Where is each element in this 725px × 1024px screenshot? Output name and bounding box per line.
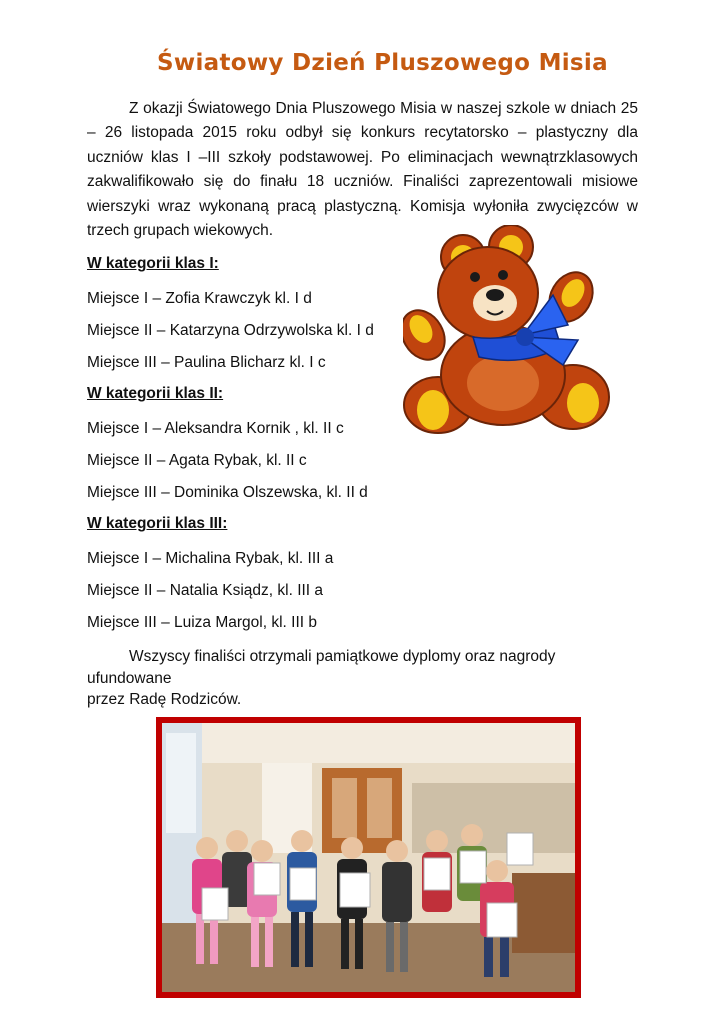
category-2-place-2: Miejsce II – Agata Rybak, kl. II c xyxy=(87,452,307,469)
teddy-bear-image xyxy=(403,225,615,445)
closing-line-2: ufundowane xyxy=(87,669,172,687)
category-3-place-2: Miejsce II – Natalia Ksiądz, kl. III a xyxy=(87,582,324,599)
group-photo xyxy=(162,723,575,992)
closing-paragraph xyxy=(87,646,647,711)
closing-line-1: Wszyscy finaliści otrzymali pamiątkowe dyplomy oraz nagrody xyxy=(129,648,556,665)
category-2-place-1: Miejsce I – Aleksandra Kornik , kl. II c xyxy=(87,420,344,437)
category-2-heading: W kategorii klas II: xyxy=(87,385,224,402)
category-1-place-1: Miejsce I – Zofia Krawczyk kl. I d xyxy=(87,290,312,307)
closing-line-3: przez Radę Rodziców. xyxy=(87,691,242,708)
category-3-heading: W kategorii klas III: xyxy=(87,515,228,532)
photo-frame xyxy=(156,717,581,998)
intro-paragraph: Z okazji Światowego Dnia Pluszowego Misia w naszej szkole w dniach 25 – 26 listopada 2015 roku odbył się konkurs recytatorsko – plastyczny dla uczniów klas I –III szkoły podstawowej. Po eliminacjach wewnątrzklasowych zakwalifikowało się do finału 18 uczniów. Finaliści zaprezentowali misiowe wierszyki wraz wykonaną pracą plastyczną. Komisja wyłoniła zwycięzców w trzech grupach wiekowych. xyxy=(87,100,638,240)
category-2-place-3: Miejsce III – Dominika Olszewska, kl. II d xyxy=(87,484,368,501)
category-1-place-3: Miejsce III – Paulina Blicharz kl. I c xyxy=(87,354,326,371)
category-3-place-1: Miejsce I – Michalina Rybak, kl. III a xyxy=(87,550,334,567)
category-3-place-3: Miejsce III – Luiza Margol, kl. III b xyxy=(87,614,318,631)
page-title: Światowy Dzień Pluszowego Misia xyxy=(157,50,608,76)
category-1-heading: W kategorii klas I: xyxy=(87,255,219,272)
category-1-place-2: Miejsce II – Katarzyna Odrzywolska kl. I d xyxy=(87,322,374,339)
